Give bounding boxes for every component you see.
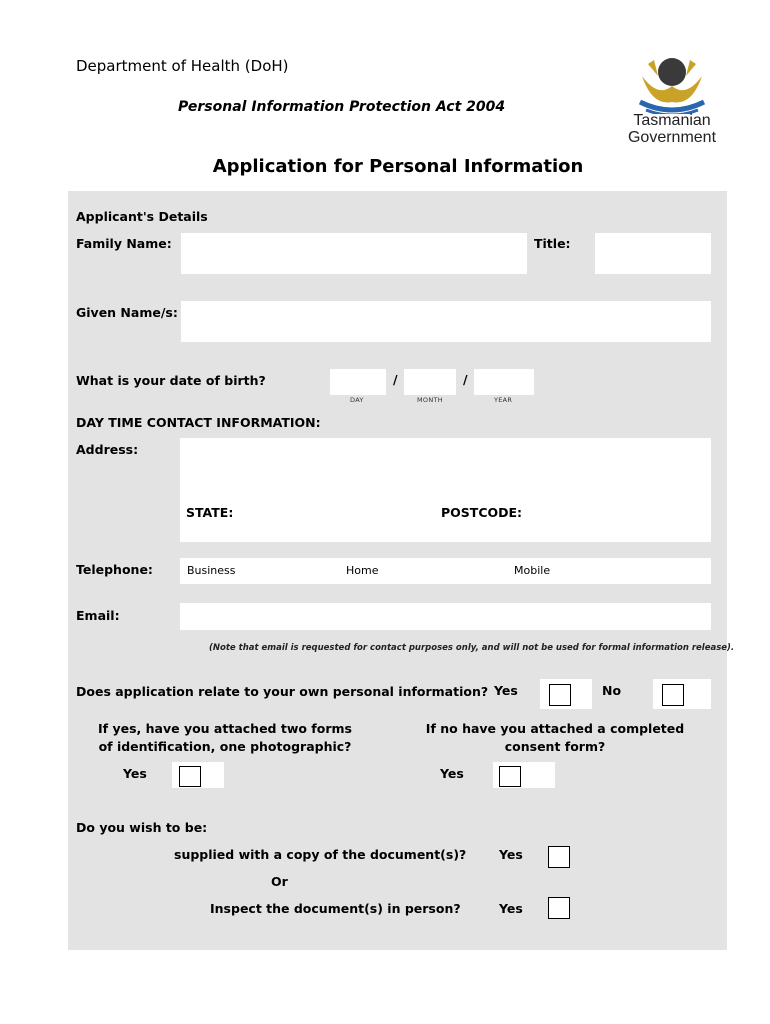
logo-text-line2: Government (627, 129, 717, 146)
title-field[interactable] (595, 233, 711, 274)
relate-yes-label: Yes (494, 683, 518, 698)
state-label: STATE: (186, 505, 234, 520)
act-title: Personal Information Protection Act 2004 (178, 99, 506, 115)
telephone-home-label: Home (346, 564, 379, 577)
relate-no-box (653, 679, 711, 709)
dob-label: What is your date of birth? (76, 373, 266, 388)
relate-question: Does application relate to your own personal information? (76, 684, 489, 699)
if-yes-yes-label: Yes (123, 766, 147, 781)
tasmanian-devil-logo-icon (618, 52, 726, 114)
wish-inspect-yes-label: Yes (499, 901, 523, 916)
dob-day-field[interactable] (330, 369, 386, 395)
wish-copy-checkbox[interactable] (548, 846, 570, 868)
address-label: Address: (76, 442, 139, 457)
given-names-label: Given Name/s: (76, 305, 178, 320)
address-field[interactable] (180, 438, 711, 542)
dob-day-caption: DAY (350, 396, 364, 404)
applicant-section-heading: Applicant's Details (76, 209, 208, 224)
department-name: Department of Health (DoH) (76, 57, 289, 75)
dob-year-field[interactable] (474, 369, 534, 395)
postcode-label: POSTCODE: (441, 505, 523, 520)
dob-month-caption: MONTH (417, 396, 443, 404)
wish-question: Do you wish to be: (76, 820, 208, 835)
telephone-mobile-label: Mobile (514, 564, 551, 577)
dob-separator: / (393, 372, 398, 387)
if-yes-question: If yes, have you attached two forms of identification, one photographic? (98, 721, 352, 754)
if-yes-box (172, 762, 224, 788)
if-no-box (493, 762, 555, 788)
relate-yes-box (540, 679, 592, 709)
if-no-checkbox[interactable] (499, 766, 521, 787)
email-field[interactable] (180, 603, 711, 630)
wish-inspect-label: Inspect the document(s) in person? (210, 901, 461, 916)
family-name-field[interactable] (181, 233, 527, 274)
wish-inspect-checkbox[interactable] (548, 897, 570, 919)
telephone-business-label: Business (187, 564, 236, 577)
given-names-field[interactable] (181, 301, 711, 342)
if-yes-checkbox[interactable] (179, 766, 201, 787)
form-panel (68, 191, 735, 950)
dob-month-field[interactable] (404, 369, 456, 395)
wish-copy-label: supplied with a copy of the document(s)? (174, 847, 467, 862)
wish-copy-yes-label: Yes (499, 847, 523, 862)
email-note: (Note that email is requested for contact purposes only, and will not be used for formal information release). (209, 643, 735, 653)
dob-separator: / (463, 372, 468, 387)
email-label: Email: (76, 608, 120, 623)
relate-no-checkbox[interactable] (662, 684, 684, 706)
relate-yes-checkbox[interactable] (549, 684, 571, 706)
if-no-yes-label: Yes (440, 766, 464, 781)
tasmanian-government-logo (618, 52, 726, 148)
family-name-label: Family Name: (76, 236, 172, 251)
contact-section-heading: DAY TIME CONTACT INFORMATION: (76, 415, 321, 430)
telephone-field[interactable] (180, 558, 711, 584)
logo-text-line1: Tasmanian (633, 112, 711, 129)
dob-year-caption: YEAR (494, 396, 513, 404)
telephone-label: Telephone: (76, 562, 153, 577)
relate-no-label: No (602, 683, 622, 698)
wish-or-label: Or (271, 874, 288, 889)
document-title: Application for Personal Information (212, 156, 584, 177)
if-no-question: If no have you attached a completed consent form? (425, 721, 685, 754)
title-label: Title: (534, 236, 571, 251)
